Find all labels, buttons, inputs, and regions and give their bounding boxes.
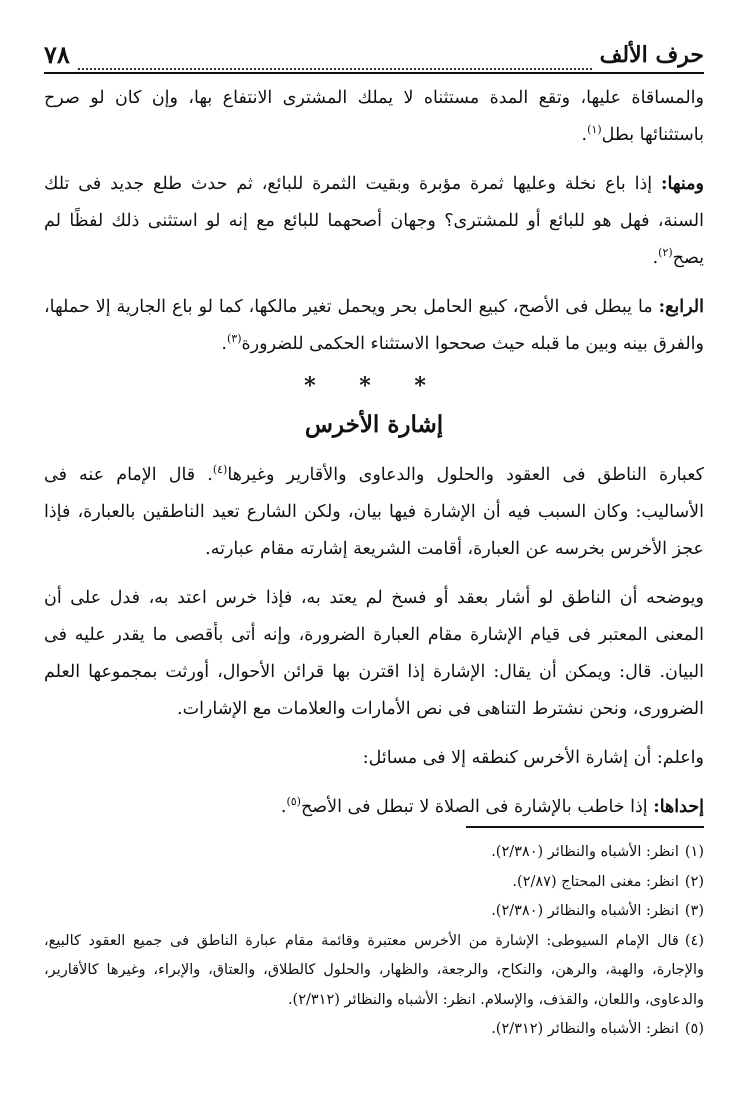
footnote-ref-4[interactable]: (٤) [212, 463, 228, 477]
footnote-ref-5[interactable]: (٥) [286, 795, 301, 809]
footnote-ref-1[interactable]: (١) [587, 123, 602, 137]
footnotes [44, 838, 704, 1045]
header-leader-dots [78, 50, 592, 70]
footnote-number: (٢) [684, 873, 704, 890]
footnote-ref-2[interactable]: (٢) [658, 246, 673, 260]
section-heading: إشارة الأخرس [304, 411, 444, 438]
section-divider-stars: * * * [304, 373, 444, 399]
paragraph-7: إحداها: إذا خاطب بالإشارة فى الصلاة لا تبطل فى الأصح$^{(٥)}$. [280, 795, 704, 817]
running-header [44, 34, 704, 74]
footnote-number: (٤) [684, 932, 704, 949]
footnote-item: (٢)انظر: مغنى المحتاج (٢/٨٧). [44, 868, 704, 898]
paragraph-lead: إحداها: [653, 797, 704, 817]
footnote-item: (٤)قال الإمام السيوطى: الإشارة من الأخرس معتبرة وقائمة مقام عبارة الناطق فى جميع العقود كالبيع، والإجارة، والهبة، والرهن، والنكاح، والرجعة، والظهار، والحلول كالطلاق، والعتاق، والإبراء، وغيرها كالأقارير، والدعاوى، واللعان، والقذف، والإسلام. انظر: الأشباه والنظائر (٢/٣١٢). [44, 927, 704, 1016]
paragraph-lead: الرابع: [658, 297, 704, 317]
page-number: ٧٨ [44, 40, 70, 69]
paragraph-5: ويوضحه أن الناطق لو أشار بعقد أو فسخ لم يعتد به، فإذا خرس اعتد به، فدل على أن المعنى المعتبر فى قيام الإشارة مقام العبارة الضرورة، وإنه أتى بأقصى ما يقدر عليه فى البيان. قال: ويمكن أن يقال: الإشارة إذا اقترن بها قرائن الأحوال، أورثت بمجموعها العلم الضرورى، ونحن نشترط التناهى فى نص الأمارات والعلامات مع الإشارات. [44, 588, 704, 719]
paragraph-1: والمساقاة عليها، وتقع المدة مستثناه لا يملك المشترى الانتفاع بها، وإن كان لو صرح باستثنائها بطل$^{(١)}$. [44, 88, 704, 145]
chapter-title: حرف الألف [599, 42, 704, 68]
footnote-item: (٣)انظر: الأشباه والنظائر (٢/٣٨٠). [44, 897, 704, 927]
paragraph-6: واعلم: أن إشارة الأخرس كنطقه إلا فى مسائل: [362, 748, 704, 768]
paragraph-2: ومنها: إذا باع نخلة وعليها ثمرة مؤبرة وبقيت الثمرة للبائع، ثم حدث طلع جديد فى تلك السنة، فهل هو للبائع أو للمشترى؟ وجهان أصحهما للبائع مع إنه لو استثنى ذلك لفظًا لم يصح$^{(٢)}$. [44, 174, 704, 268]
footnote-ref-3[interactable]: (٣) [226, 332, 242, 346]
footnote-number: (١) [684, 844, 704, 860]
footnote-item: (٥)انظر: الأشباه والنظائر (٢/٣١٢). [44, 1015, 704, 1045]
paragraph-4: كعبارة الناطق فى العقود والحلول والدعاوى والأقارير وغيرها$^{(٤)}$. قال الإمام عنه فى الأساليب: وكان السبب فيه أن الإشارة فيها بيان، ولكن الشارع تعيد الناطقين بالعبارة، فإذا عجز الأخرس بخرسه عن العبارة، أقامت الشريعة إشارته مقام عبارته. [44, 463, 704, 559]
book-page [44, 34, 704, 1037]
main-text [44, 80, 704, 826]
paragraph-lead: ومنها: [661, 174, 704, 194]
footnote-item: (١)انظر: الأشباه والنظائر (٢/٣٨٠). [44, 838, 704, 868]
footnote-separator [466, 826, 704, 828]
footnote-number: (٥) [684, 1021, 704, 1037]
paragraph-3: الرابع: ما يبطل فى الأصح، كبيع الحامل بحر ويحمل تغير مالكها، كما لو باع الجارية إلا حملها، والفرق بينه وبين ما قبله حيث صححوا الاستثناء الحكمى للضرورة$^{(٣)}$. [44, 297, 704, 354]
footnote-number: (٣) [684, 903, 704, 919]
